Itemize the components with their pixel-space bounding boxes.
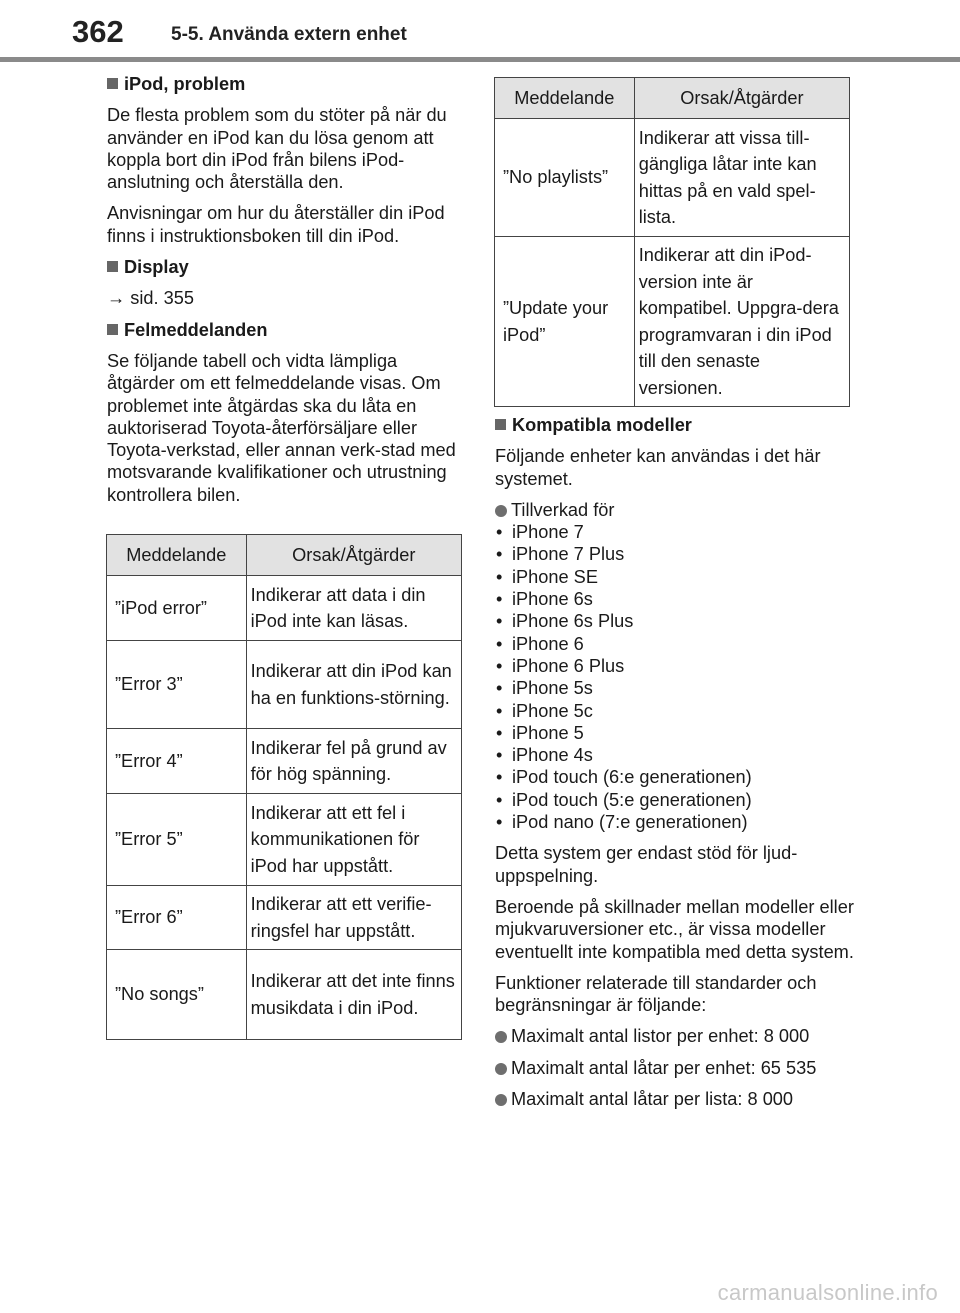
- compatible-paragraph-1: Detta system ger endast stöd för ljud-uppspelning.: [495, 843, 798, 886]
- error-table-2: [494, 77, 850, 407]
- list-item: • iPhone 6s: [495, 588, 855, 610]
- table-row: [107, 576, 462, 641]
- table-row: [107, 794, 462, 886]
- left-column: [107, 73, 463, 515]
- cause-cell: Indikerar att vissa till-gängliga låtar inte kan hittas på en vald spel-lista.: [634, 119, 849, 237]
- square-bullet-icon: [107, 261, 118, 272]
- list-item: • iPhone 7 Plus: [495, 543, 855, 565]
- square-bullet-icon: [107, 78, 118, 89]
- table-row: [107, 886, 462, 950]
- column-header-message: Meddelande: [495, 78, 635, 119]
- model-list: [495, 521, 855, 833]
- page-number: 362: [72, 14, 124, 49]
- list-item: • iPhone 6s Plus: [495, 610, 855, 632]
- limit-item: Maximalt antal låtar per enhet: 65 535: [495, 1057, 855, 1079]
- square-bullet-icon: [107, 324, 118, 335]
- round-bullet-icon: [495, 1063, 507, 1075]
- table-row: [107, 729, 462, 794]
- table-row: [495, 237, 850, 407]
- message-cell: ”Error 4”: [107, 729, 247, 794]
- list-item: • iPhone 5c: [495, 700, 855, 722]
- display-reference: → sid. 355: [107, 288, 194, 309]
- column-header-cause: Orsak/Åtgärder: [634, 78, 849, 119]
- cause-cell: Indikerar att din iPod-version inte är kompatibel. Uppgra-dera programvaran i din iPod till den senaste versionen.: [634, 237, 849, 407]
- message-cell: ”Update your iPod”: [495, 237, 635, 407]
- cause-cell: Indikerar att din iPod kan ha en funktions-störning.: [246, 641, 461, 729]
- column-header-cause: Orsak/Åtgärder: [246, 535, 461, 576]
- right-column: [495, 414, 855, 1119]
- message-cell: ”No playlists”: [495, 119, 635, 237]
- table-row: [107, 950, 462, 1040]
- list-item: • iPhone 4s: [495, 744, 855, 766]
- watermark: carmanualsonline.info: [717, 1280, 938, 1305]
- table-header-row: [495, 78, 850, 119]
- list-item: • iPod touch (6:e generationen): [495, 766, 855, 788]
- limit-item: Maximalt antal låtar per lista: 8 000: [495, 1088, 855, 1110]
- header-rule: [0, 57, 960, 62]
- list-item: • iPod touch (5:e generationen): [495, 789, 855, 811]
- cause-cell: Indikerar fel på grund av för hög spänning.: [246, 729, 461, 794]
- compatible-paragraph-2: Beroende på skillnader mellan modeller eller mjukvaruversioner etc., är vissa modeller eventuellt inte kompatibla med detta system.: [495, 896, 854, 962]
- arrow-right-icon: →: [107, 288, 126, 309]
- cause-cell: Indikerar att ett verifie-ringsfel har uppstått.: [246, 886, 461, 950]
- compatible-models-heading: Kompatibla modeller: [495, 414, 855, 436]
- table-row: [495, 119, 850, 237]
- compatible-intro: Följande enheter kan användas i det här systemet.: [495, 446, 821, 489]
- message-cell: ”No songs”: [107, 950, 247, 1040]
- list-item: • iPhone 6: [495, 633, 855, 655]
- section-title: 5-5. Använda extern enhet: [171, 24, 407, 45]
- error-table-1: [106, 534, 462, 1040]
- table-header-row: [107, 535, 462, 576]
- square-bullet-icon: [495, 419, 506, 430]
- message-cell: ”Error 5”: [107, 794, 247, 886]
- errors-paragraph: Se följande tabell och vidta lämpliga åtgärder om ett felmeddelande visas. Om problemet inte åtgärdas ska du låta en auktoriserad Toyota-återförsäljare eller Toyota-verkstad, eller annan verk-stad med motsvarande kvalifikationer och utrustning kontrollera bilen.: [107, 350, 456, 505]
- display-heading: Display: [107, 256, 463, 278]
- errors-heading: Felmeddelanden: [107, 319, 463, 341]
- message-cell: ”Error 6”: [107, 886, 247, 950]
- round-bullet-icon: [495, 1031, 507, 1043]
- message-cell: ”iPod error”: [107, 576, 247, 641]
- cause-cell: Indikerar att ett fel i kommunikationen för iPod har uppstått.: [246, 794, 461, 886]
- cause-cell: Indikerar att data i din iPod inte kan läsas.: [246, 576, 461, 641]
- column-header-message: Meddelande: [107, 535, 247, 576]
- table-row: [107, 641, 462, 729]
- round-bullet-icon: [495, 1094, 507, 1106]
- ipod-problem-paragraph-2: Anvisningar om hur du återställer din iPod finns i instruktionsboken till din iPod.: [107, 203, 445, 246]
- round-bullet-icon: [495, 505, 507, 517]
- cause-cell: Indikerar att det inte finns musikdata i din iPod.: [246, 950, 461, 1040]
- limit-item: Maximalt antal listor per enhet: 8 000: [495, 1025, 855, 1047]
- list-item: • iPhone 5s: [495, 677, 855, 699]
- list-item: • iPhone SE: [495, 566, 855, 588]
- list-item: • iPod nano (7:e generationen): [495, 811, 855, 833]
- message-cell: ”Error 3”: [107, 641, 247, 729]
- made-for-line: Tillverkad för: [495, 499, 855, 521]
- page-header: [0, 0, 960, 62]
- list-item: • iPhone 6 Plus: [495, 655, 855, 677]
- list-item: • iPhone 5: [495, 722, 855, 744]
- ipod-problem-heading: iPod, problem: [107, 73, 463, 95]
- ipod-problem-paragraph-1: De flesta problem som du stöter på när du använder en iPod kan du lösa genom att koppla bort din iPod från bilens iPod-anslutning och återställa den.: [107, 105, 447, 193]
- list-item: • iPhone 7: [495, 521, 855, 543]
- compatible-paragraph-3: Funktioner relaterade till standarder och begränsningar är följande:: [495, 972, 817, 1016]
